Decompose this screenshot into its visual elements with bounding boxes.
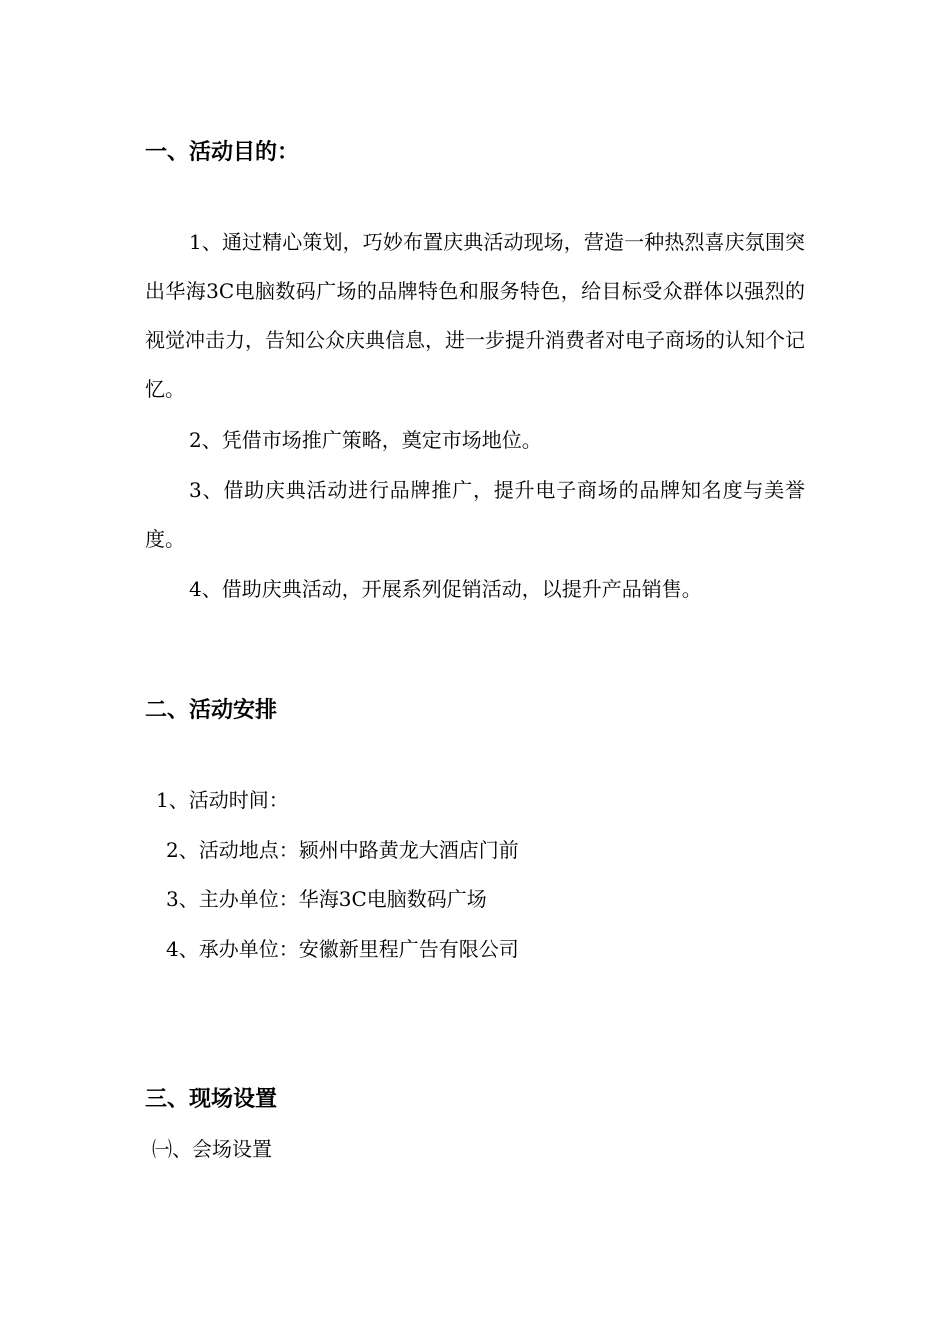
purpose-item-1: 1、通过精心策划，巧妙布置庆典活动现场，营造一种热烈喜庆氛围突出华海3C电脑数码广场的品牌特色和服务特色，给目标受众群体以强烈的视觉冲击力，告知公众庆典信息，进一步提升消费者对电子商场的认知个记忆。	[145, 230, 805, 401]
section-heading-arrangement: 二、活动安排	[145, 698, 278, 723]
section-heading-site-setup: 三、现场设置	[145, 1087, 278, 1112]
arrangement-contractor: 4、承办单位：安徽新里程广告有限公司	[166, 937, 519, 961]
arrangement-time: 1、活动时间：	[156, 788, 289, 812]
arrangement-venue: 2、活动地点：颍州中路黄龙大酒店门前	[166, 838, 519, 862]
arrangement-organizer: 3、主办单位：华海3C电脑数码广场	[166, 887, 487, 911]
purpose-item-4: 4、借助庆典活动，开展系列促销活动，以提升产品销售。	[189, 577, 702, 601]
purpose-item-2: 2、凭借市场推广策略，奠定市场地位。	[189, 428, 542, 452]
purpose-item-3: 3、借助庆典活动进行品牌推广，提升电子商场的品牌知名度与美誉度。	[145, 478, 805, 551]
section-heading-purpose: 一、活动目的：	[145, 140, 300, 165]
site-setup-venue: ㈠、会场设置	[152, 1137, 272, 1161]
